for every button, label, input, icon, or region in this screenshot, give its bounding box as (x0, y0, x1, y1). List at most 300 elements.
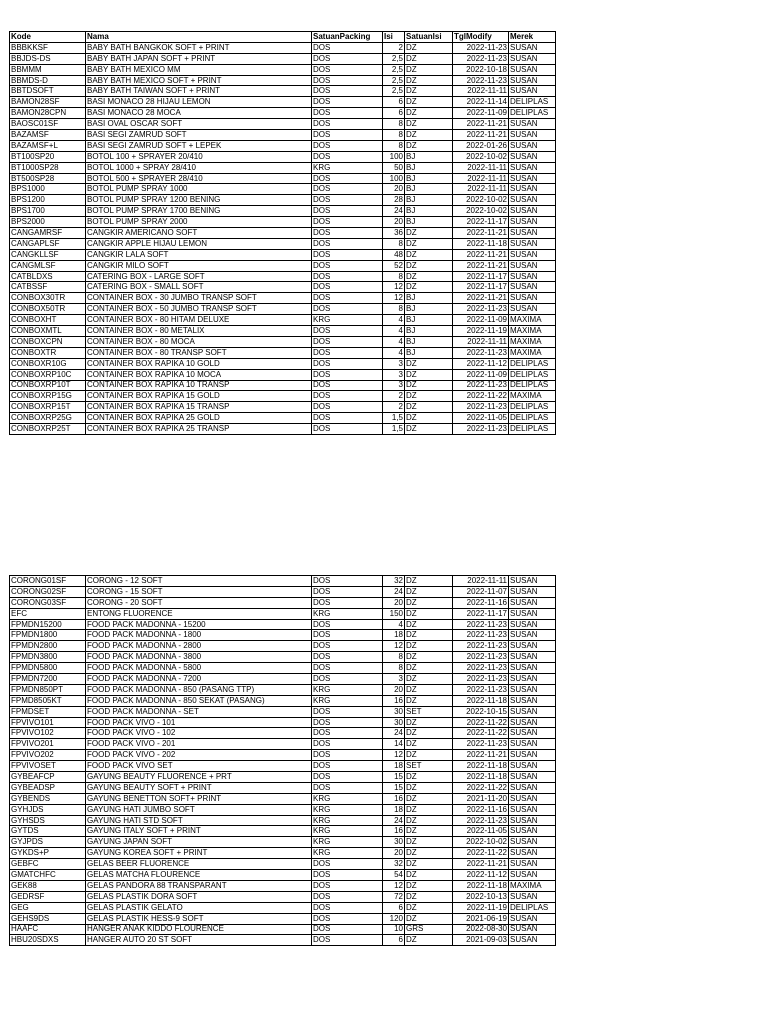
cell-isi[interactable]: 4 (383, 326, 405, 337)
cell-satuan-isi[interactable]: DZ (405, 64, 453, 75)
cell-satuan-isi[interactable]: DZ (405, 728, 453, 739)
cell-isi[interactable]: 30 (383, 717, 405, 728)
cell-tgl-modify[interactable]: 2022-10-18 (453, 64, 509, 75)
cell-satuan-isi[interactable]: DZ (405, 717, 453, 728)
cell-satuan-packing[interactable]: DOS (312, 206, 383, 217)
cell-isi[interactable]: 18 (383, 804, 405, 815)
cell-merek[interactable]: SUSAN (509, 53, 556, 64)
cell-satuan-packing[interactable]: DOS (312, 663, 383, 674)
cell-satuan-isi[interactable]: DZ (405, 586, 453, 597)
cell-satuan-packing[interactable]: KRG (312, 793, 383, 804)
cell-tgl-modify[interactable]: 2022-11-11 (453, 162, 509, 173)
cell-satuan-packing[interactable]: DOS (312, 151, 383, 162)
cell-isi[interactable]: 20 (383, 597, 405, 608)
cell-tgl-modify[interactable]: 2022-11-21 (453, 750, 509, 761)
cell-satuan-isi[interactable]: DZ (405, 880, 453, 891)
cell-isi[interactable]: 52 (383, 260, 405, 271)
cell-kode[interactable]: CONBOXCPN (10, 336, 86, 347)
cell-tgl-modify[interactable]: 2022-11-23 (453, 739, 509, 750)
cell-satuan-packing[interactable]: DOS (312, 924, 383, 935)
cell-merek[interactable]: SUSAN (509, 913, 556, 924)
cell-satuan-isi[interactable]: DZ (405, 402, 453, 413)
cell-nama[interactable]: FOOD PACK MADONNA - 2800 (86, 641, 312, 652)
cell-nama[interactable]: BASI MONACO 28 MOCA (86, 108, 312, 119)
cell-nama[interactable]: BOTOL 100 + SPRAYER 20/410 (86, 151, 312, 162)
cell-tgl-modify[interactable]: 2021-06-19 (453, 913, 509, 924)
cell-kode[interactable]: FPVIVO101 (10, 717, 86, 728)
cell-merek[interactable]: DELIPLAS (509, 902, 556, 913)
cell-tgl-modify[interactable]: 2022-11-12 (453, 870, 509, 881)
cell-satuan-isi[interactable]: DZ (405, 630, 453, 641)
cell-merek[interactable]: SUSAN (509, 782, 556, 793)
cell-isi[interactable]: 2,5 (383, 86, 405, 97)
cell-tgl-modify[interactable]: 2022-11-22 (453, 728, 509, 739)
cell-isi[interactable]: 54 (383, 870, 405, 881)
cell-isi[interactable]: 3 (383, 674, 405, 685)
cell-satuan-packing[interactable]: KRG (312, 684, 383, 695)
cell-satuan-isi[interactable]: DZ (405, 826, 453, 837)
cell-satuan-packing[interactable]: DOS (312, 728, 383, 739)
cell-nama[interactable]: GAYUNG BEAUTY SOFT + PRINT (86, 782, 312, 793)
cell-isi[interactable]: 120 (383, 913, 405, 924)
cell-satuan-isi[interactable]: DZ (405, 576, 453, 587)
cell-nama[interactable]: FOOD PACK MADONNA - 7200 (86, 674, 312, 685)
cell-isi[interactable]: 2 (383, 402, 405, 413)
cell-isi[interactable]: 30 (383, 837, 405, 848)
cell-isi[interactable]: 6 (383, 935, 405, 946)
cell-kode[interactable]: GYTDS (10, 826, 86, 837)
cell-isi[interactable]: 24 (383, 586, 405, 597)
cell-isi[interactable]: 24 (383, 728, 405, 739)
cell-tgl-modify[interactable]: 2022-11-18 (453, 238, 509, 249)
cell-satuan-packing[interactable]: DOS (312, 717, 383, 728)
cell-merek[interactable]: SUSAN (509, 42, 556, 53)
cell-isi[interactable]: 8 (383, 130, 405, 141)
cell-satuan-packing[interactable]: DOS (312, 750, 383, 761)
cell-merek[interactable]: MAXIMA (509, 391, 556, 402)
cell-satuan-packing[interactable]: DOS (312, 902, 383, 913)
cell-tgl-modify[interactable]: 2022-10-02 (453, 837, 509, 848)
cell-isi[interactable]: 2,5 (383, 75, 405, 86)
cell-kode[interactable]: CORONG02SF (10, 586, 86, 597)
cell-tgl-modify[interactable]: 2022-11-23 (453, 674, 509, 685)
cell-satuan-isi[interactable]: DZ (405, 782, 453, 793)
cell-kode[interactable]: BT1000SP28 (10, 162, 86, 173)
cell-merek[interactable]: SUSAN (509, 271, 556, 282)
cell-merek[interactable]: SUSAN (509, 195, 556, 206)
cell-merek[interactable]: SUSAN (509, 282, 556, 293)
cell-merek[interactable]: SUSAN (509, 674, 556, 685)
cell-nama[interactable]: CONTAINER BOX RAPIKA 10 MOCA (86, 369, 312, 380)
cell-satuan-packing[interactable]: DOS (312, 891, 383, 902)
cell-merek[interactable]: DELIPLAS (509, 358, 556, 369)
cell-satuan-packing[interactable]: DOS (312, 870, 383, 881)
cell-kode[interactable]: CONBOXRP15G (10, 391, 86, 402)
cell-tgl-modify[interactable]: 2022-11-23 (453, 53, 509, 64)
cell-nama[interactable]: CONTAINER BOX RAPIKA 25 GOLD (86, 413, 312, 424)
cell-kode[interactable]: CONBOXTR (10, 347, 86, 358)
cell-nama[interactable]: BOTOL PUMP SPRAY 1700 BENING (86, 206, 312, 217)
cell-isi[interactable]: 2,5 (383, 53, 405, 64)
cell-kode[interactable]: BPS1700 (10, 206, 86, 217)
cell-isi[interactable]: 36 (383, 228, 405, 239)
cell-merek[interactable]: SUSAN (509, 64, 556, 75)
cell-merek[interactable]: SUSAN (509, 119, 556, 130)
cell-satuan-isi[interactable]: BJ (405, 293, 453, 304)
cell-tgl-modify[interactable]: 2022-11-09 (453, 315, 509, 326)
header-isi[interactable]: Isi (383, 32, 405, 43)
cell-satuan-isi[interactable]: BJ (405, 173, 453, 184)
cell-tgl-modify[interactable]: 2022-11-18 (453, 772, 509, 783)
cell-tgl-modify[interactable]: 2022-11-17 (453, 271, 509, 282)
cell-tgl-modify[interactable]: 2022-11-18 (453, 880, 509, 891)
cell-nama[interactable]: BOTOL 1000 + SPRAY 28/410 (86, 162, 312, 173)
cell-satuan-isi[interactable]: DZ (405, 652, 453, 663)
cell-tgl-modify[interactable]: 2022-11-07 (453, 586, 509, 597)
cell-isi[interactable]: 3 (383, 358, 405, 369)
cell-nama[interactable]: FOOD PACK VIVO SET (86, 761, 312, 772)
cell-isi[interactable]: 2 (383, 391, 405, 402)
cell-satuan-isi[interactable]: DZ (405, 891, 453, 902)
cell-merek[interactable]: SUSAN (509, 804, 556, 815)
cell-satuan-isi[interactable]: DZ (405, 42, 453, 53)
cell-satuan-packing[interactable]: KRG (312, 837, 383, 848)
cell-kode[interactable]: CONBOXRP25G (10, 413, 86, 424)
cell-nama[interactable]: CONTAINER BOX - 80 METALIX (86, 326, 312, 337)
cell-satuan-packing[interactable]: KRG (312, 695, 383, 706)
cell-merek[interactable]: SUSAN (509, 173, 556, 184)
cell-tgl-modify[interactable]: 2022-11-23 (453, 630, 509, 641)
cell-kode[interactable]: BBMMM (10, 64, 86, 75)
cell-merek[interactable]: SUSAN (509, 249, 556, 260)
cell-merek[interactable]: SUSAN (509, 870, 556, 881)
cell-satuan-isi[interactable]: BJ (405, 336, 453, 347)
cell-satuan-packing[interactable]: DOS (312, 336, 383, 347)
cell-kode[interactable]: GYBEAFCP (10, 772, 86, 783)
cell-satuan-isi[interactable]: DZ (405, 641, 453, 652)
cell-merek[interactable]: SUSAN (509, 206, 556, 217)
cell-kode[interactable]: CONBOXHT (10, 315, 86, 326)
cell-satuan-isi[interactable]: DZ (405, 86, 453, 97)
cell-isi[interactable]: 1,5 (383, 413, 405, 424)
cell-isi[interactable]: 1,5 (383, 424, 405, 435)
cell-kode[interactable]: CANGKLLSF (10, 249, 86, 260)
cell-satuan-packing[interactable]: DOS (312, 772, 383, 783)
cell-kode[interactable]: FPVIVO202 (10, 750, 86, 761)
cell-satuan-isi[interactable]: DZ (405, 859, 453, 870)
cell-satuan-packing[interactable]: DOS (312, 140, 383, 151)
cell-satuan-packing[interactable]: DOS (312, 108, 383, 119)
cell-tgl-modify[interactable]: 2022-11-21 (453, 293, 509, 304)
cell-satuan-isi[interactable]: DZ (405, 271, 453, 282)
cell-merek[interactable]: SUSAN (509, 184, 556, 195)
cell-satuan-packing[interactable]: DOS (312, 42, 383, 53)
cell-kode[interactable]: BT500SP28 (10, 173, 86, 184)
cell-satuan-isi[interactable]: DZ (405, 391, 453, 402)
cell-nama[interactable]: CANGKIR LALA SOFT (86, 249, 312, 260)
cell-kode[interactable]: BAZAMSF+L (10, 140, 86, 151)
cell-nama[interactable]: GAYUNG BEAUTY FLUORENCE + PRT (86, 772, 312, 783)
cell-satuan-packing[interactable]: DOS (312, 130, 383, 141)
cell-satuan-isi[interactable]: DZ (405, 815, 453, 826)
cell-nama[interactable]: CORONG - 15 SOFT (86, 586, 312, 597)
cell-tgl-modify[interactable]: 2022-11-23 (453, 815, 509, 826)
cell-satuan-isi[interactable]: DZ (405, 108, 453, 119)
cell-nama[interactable]: CONTAINER BOX - 80 HITAM DELUXE (86, 315, 312, 326)
cell-tgl-modify[interactable]: 2022-11-23 (453, 75, 509, 86)
cell-merek[interactable]: SUSAN (509, 75, 556, 86)
cell-nama[interactable]: CONTAINER BOX RAPIKA 10 TRANSP (86, 380, 312, 391)
cell-satuan-isi[interactable]: DZ (405, 902, 453, 913)
cell-merek[interactable]: SUSAN (509, 597, 556, 608)
cell-isi[interactable]: 50 (383, 162, 405, 173)
cell-satuan-isi[interactable]: DZ (405, 380, 453, 391)
cell-merek[interactable]: SUSAN (509, 576, 556, 587)
cell-isi[interactable]: 12 (383, 641, 405, 652)
cell-kode[interactable]: BBBKKSF (10, 42, 86, 53)
cell-tgl-modify[interactable]: 2022-11-22 (453, 782, 509, 793)
cell-tgl-modify[interactable]: 2022-11-17 (453, 282, 509, 293)
cell-isi[interactable]: 18 (383, 630, 405, 641)
cell-isi[interactable]: 20 (383, 217, 405, 228)
cell-satuan-packing[interactable]: DOS (312, 706, 383, 717)
cell-tgl-modify[interactable]: 2022-11-21 (453, 260, 509, 271)
cell-nama[interactable]: CONTAINER BOX - 30 JUMBO TRANSP SOFT (86, 293, 312, 304)
cell-kode[interactable]: BAMON28SF (10, 97, 86, 108)
cell-nama[interactable]: FOOD PACK VIVO - 101 (86, 717, 312, 728)
cell-satuan-isi[interactable]: DZ (405, 597, 453, 608)
cell-kode[interactable]: GEBFC (10, 859, 86, 870)
cell-merek[interactable]: SUSAN (509, 750, 556, 761)
cell-satuan-isi[interactable]: BJ (405, 315, 453, 326)
cell-satuan-isi[interactable]: DZ (405, 260, 453, 271)
cell-nama[interactable]: BASI SEGI ZAMRUD SOFT (86, 130, 312, 141)
cell-satuan-packing[interactable]: DOS (312, 880, 383, 891)
cell-tgl-modify[interactable]: 2022-11-23 (453, 380, 509, 391)
cell-isi[interactable]: 14 (383, 739, 405, 750)
cell-tgl-modify[interactable]: 2022-10-02 (453, 195, 509, 206)
cell-merek[interactable]: SUSAN (509, 793, 556, 804)
cell-merek[interactable]: MAXIMA (509, 347, 556, 358)
cell-kode[interactable]: FPMDN2800 (10, 641, 86, 652)
cell-isi[interactable]: 8 (383, 271, 405, 282)
cell-isi[interactable]: 16 (383, 695, 405, 706)
cell-tgl-modify[interactable]: 2022-08-30 (453, 924, 509, 935)
header-nama[interactable]: Nama (86, 32, 312, 43)
cell-nama[interactable]: CANGKIR MILO SOFT (86, 260, 312, 271)
cell-kode[interactable]: FPMDN1800 (10, 630, 86, 641)
cell-satuan-isi[interactable]: BJ (405, 151, 453, 162)
cell-satuan-isi[interactable]: BJ (405, 326, 453, 337)
cell-tgl-modify[interactable]: 2022-11-17 (453, 608, 509, 619)
cell-kode[interactable]: BBJDS-DS (10, 53, 86, 64)
cell-isi[interactable]: 18 (383, 761, 405, 772)
cell-satuan-isi[interactable]: DZ (405, 140, 453, 151)
cell-satuan-isi[interactable]: DZ (405, 870, 453, 881)
cell-satuan-packing[interactable]: DOS (312, 53, 383, 64)
cell-kode[interactable]: FPMD8505KT (10, 695, 86, 706)
cell-merek[interactable]: MAXIMA (509, 336, 556, 347)
cell-kode[interactable]: GYHJDS (10, 804, 86, 815)
cell-satuan-isi[interactable]: BJ (405, 184, 453, 195)
cell-isi[interactable]: 6 (383, 902, 405, 913)
cell-kode[interactable]: CONBOXRP15T (10, 402, 86, 413)
cell-kode[interactable]: GEK88 (10, 880, 86, 891)
cell-satuan-packing[interactable]: KRG (312, 815, 383, 826)
cell-satuan-isi[interactable]: DZ (405, 619, 453, 630)
cell-satuan-isi[interactable]: BJ (405, 217, 453, 228)
cell-tgl-modify[interactable]: 2022-11-09 (453, 108, 509, 119)
cell-tgl-modify[interactable]: 2022-11-22 (453, 717, 509, 728)
cell-tgl-modify[interactable]: 2022-11-19 (453, 902, 509, 913)
cell-tgl-modify[interactable]: 2022-11-05 (453, 413, 509, 424)
cell-merek[interactable]: SUSAN (509, 641, 556, 652)
cell-tgl-modify[interactable]: 2022-11-05 (453, 826, 509, 837)
cell-isi[interactable]: 4 (383, 347, 405, 358)
cell-kode[interactable]: BPS2000 (10, 217, 86, 228)
cell-kode[interactable]: GMATCHFC (10, 870, 86, 881)
cell-satuan-packing[interactable]: DOS (312, 761, 383, 772)
cell-nama[interactable]: FOOD PACK VIVO - 202 (86, 750, 312, 761)
cell-satuan-packing[interactable]: DOS (312, 913, 383, 924)
cell-satuan-packing[interactable]: DOS (312, 630, 383, 641)
cell-merek[interactable]: SUSAN (509, 728, 556, 739)
cell-isi[interactable]: 24 (383, 815, 405, 826)
cell-isi[interactable]: 72 (383, 891, 405, 902)
cell-merek[interactable]: SUSAN (509, 130, 556, 141)
cell-isi[interactable]: 48 (383, 249, 405, 260)
cell-satuan-isi[interactable]: DZ (405, 674, 453, 685)
cell-nama[interactable]: CONTAINER BOX - 50 JUMBO TRANSP SOFT (86, 304, 312, 315)
cell-kode[interactable]: GEG (10, 902, 86, 913)
cell-isi[interactable]: 3 (383, 380, 405, 391)
cell-nama[interactable]: FOOD PACK MADONNA - 850 (PASANG TTP) (86, 684, 312, 695)
cell-kode[interactable]: GYBEADSP (10, 782, 86, 793)
cell-nama[interactable]: FOOD PACK VIVO - 201 (86, 739, 312, 750)
cell-satuan-packing[interactable]: DOS (312, 293, 383, 304)
cell-satuan-packing[interactable]: DOS (312, 391, 383, 402)
cell-nama[interactable]: GAYUNG ITALY SOFT + PRINT (86, 826, 312, 837)
cell-satuan-packing[interactable]: KRG (312, 608, 383, 619)
cell-nama[interactable]: CONTAINER BOX - 80 MOCA (86, 336, 312, 347)
cell-tgl-modify[interactable]: 2022-10-02 (453, 206, 509, 217)
cell-kode[interactable]: FPMDN15200 (10, 619, 86, 630)
cell-kode[interactable]: BBMDS-D (10, 75, 86, 86)
cell-nama[interactable]: BABY BATH BANGKOK SOFT + PRINT (86, 42, 312, 53)
cell-tgl-modify[interactable]: 2022-11-23 (453, 424, 509, 435)
cell-kode[interactable]: FPMDN7200 (10, 674, 86, 685)
cell-nama[interactable]: CORONG - 20 SOFT (86, 597, 312, 608)
cell-isi[interactable]: 150 (383, 608, 405, 619)
cell-satuan-packing[interactable]: DOS (312, 75, 383, 86)
cell-tgl-modify[interactable]: 2022-11-21 (453, 228, 509, 239)
cell-nama[interactable]: FOOD PACK MADONNA - SET (86, 706, 312, 717)
cell-nama[interactable]: FOOD PACK MADONNA - 3800 (86, 652, 312, 663)
cell-tgl-modify[interactable]: 2022-11-21 (453, 119, 509, 130)
cell-isi[interactable]: 30 (383, 706, 405, 717)
cell-merek[interactable]: DELIPLAS (509, 369, 556, 380)
cell-merek[interactable]: SUSAN (509, 935, 556, 946)
cell-satuan-isi[interactable]: DZ (405, 130, 453, 141)
cell-merek[interactable]: SUSAN (509, 652, 556, 663)
cell-satuan-packing[interactable]: DOS (312, 413, 383, 424)
cell-tgl-modify[interactable]: 2022-11-23 (453, 402, 509, 413)
cell-nama[interactable]: GELAS PLASTIK GELATO (86, 902, 312, 913)
cell-nama[interactable]: BOTOL PUMP SPRAY 1000 (86, 184, 312, 195)
cell-merek[interactable]: MAXIMA (509, 880, 556, 891)
cell-satuan-packing[interactable]: DOS (312, 86, 383, 97)
cell-kode[interactable]: CANGMLSF (10, 260, 86, 271)
cell-satuan-isi[interactable]: BJ (405, 304, 453, 315)
cell-isi[interactable]: 4 (383, 336, 405, 347)
cell-satuan-isi[interactable]: DZ (405, 424, 453, 435)
cell-nama[interactable]: BABY BATH MEXICO SOFT + PRINT (86, 75, 312, 86)
cell-tgl-modify[interactable]: 2022-11-11 (453, 173, 509, 184)
cell-satuan-isi[interactable]: DZ (405, 97, 453, 108)
cell-nama[interactable]: GAYUNG HATI JUMBO SOFT (86, 804, 312, 815)
cell-tgl-modify[interactable]: 2022-11-23 (453, 347, 509, 358)
cell-nama[interactable]: BOTOL 500 + SPRAYER 28/410 (86, 173, 312, 184)
cell-merek[interactable]: SUSAN (509, 630, 556, 641)
cell-isi[interactable]: 12 (383, 750, 405, 761)
cell-satuan-isi[interactable]: DZ (405, 935, 453, 946)
cell-satuan-packing[interactable]: KRG (312, 848, 383, 859)
cell-tgl-modify[interactable]: 2022-11-09 (453, 369, 509, 380)
cell-tgl-modify[interactable]: 2022-10-02 (453, 151, 509, 162)
cell-isi[interactable]: 8 (383, 119, 405, 130)
cell-satuan-packing[interactable]: DOS (312, 173, 383, 184)
cell-tgl-modify[interactable]: 2022-11-11 (453, 336, 509, 347)
cell-tgl-modify[interactable]: 2022-11-16 (453, 804, 509, 815)
cell-nama[interactable]: BASI MONACO 28 HIJAU LEMON (86, 97, 312, 108)
cell-tgl-modify[interactable]: 2022-11-23 (453, 652, 509, 663)
cell-satuan-packing[interactable]: DOS (312, 282, 383, 293)
cell-nama[interactable]: FOOD PACK MADONNA - 1800 (86, 630, 312, 641)
cell-satuan-isi[interactable]: DZ (405, 804, 453, 815)
cell-merek[interactable]: SUSAN (509, 663, 556, 674)
cell-tgl-modify[interactable]: 2021-09-03 (453, 935, 509, 946)
cell-isi[interactable]: 4 (383, 619, 405, 630)
cell-satuan-isi[interactable]: BJ (405, 347, 453, 358)
cell-merek[interactable]: DELIPLAS (509, 402, 556, 413)
cell-nama[interactable]: GAYUNG HATI STD SOFT (86, 815, 312, 826)
cell-nama[interactable]: CATERING BOX - LARGE SOFT (86, 271, 312, 282)
cell-kode[interactable]: CONBOX30TR (10, 293, 86, 304)
cell-merek[interactable]: SUSAN (509, 586, 556, 597)
cell-isi[interactable]: 20 (383, 848, 405, 859)
cell-kode[interactable]: CONBOX50TR (10, 304, 86, 315)
cell-satuan-packing[interactable]: KRG (312, 162, 383, 173)
cell-satuan-packing[interactable]: DOS (312, 119, 383, 130)
cell-kode[interactable]: BBTDSOFT (10, 86, 86, 97)
cell-merek[interactable]: SUSAN (509, 217, 556, 228)
cell-isi[interactable]: 32 (383, 576, 405, 587)
cell-merek[interactable]: SUSAN (509, 848, 556, 859)
cell-merek[interactable]: SUSAN (509, 608, 556, 619)
cell-satuan-isi[interactable]: DZ (405, 249, 453, 260)
cell-nama[interactable]: CORONG - 12 SOFT (86, 576, 312, 587)
cell-satuan-isi[interactable]: DZ (405, 739, 453, 750)
cell-merek[interactable]: DELIPLAS (509, 424, 556, 435)
cell-satuan-packing[interactable]: DOS (312, 674, 383, 685)
cell-isi[interactable]: 15 (383, 782, 405, 793)
cell-nama[interactable]: GAYUNG KOREA SOFT + PRINT (86, 848, 312, 859)
cell-satuan-isi[interactable]: DZ (405, 750, 453, 761)
cell-isi[interactable]: 8 (383, 238, 405, 249)
cell-kode[interactable]: CORONG03SF (10, 597, 86, 608)
cell-satuan-packing[interactable]: DOS (312, 358, 383, 369)
cell-nama[interactable]: BABY BATH TAIWAN SOFT + PRINT (86, 86, 312, 97)
